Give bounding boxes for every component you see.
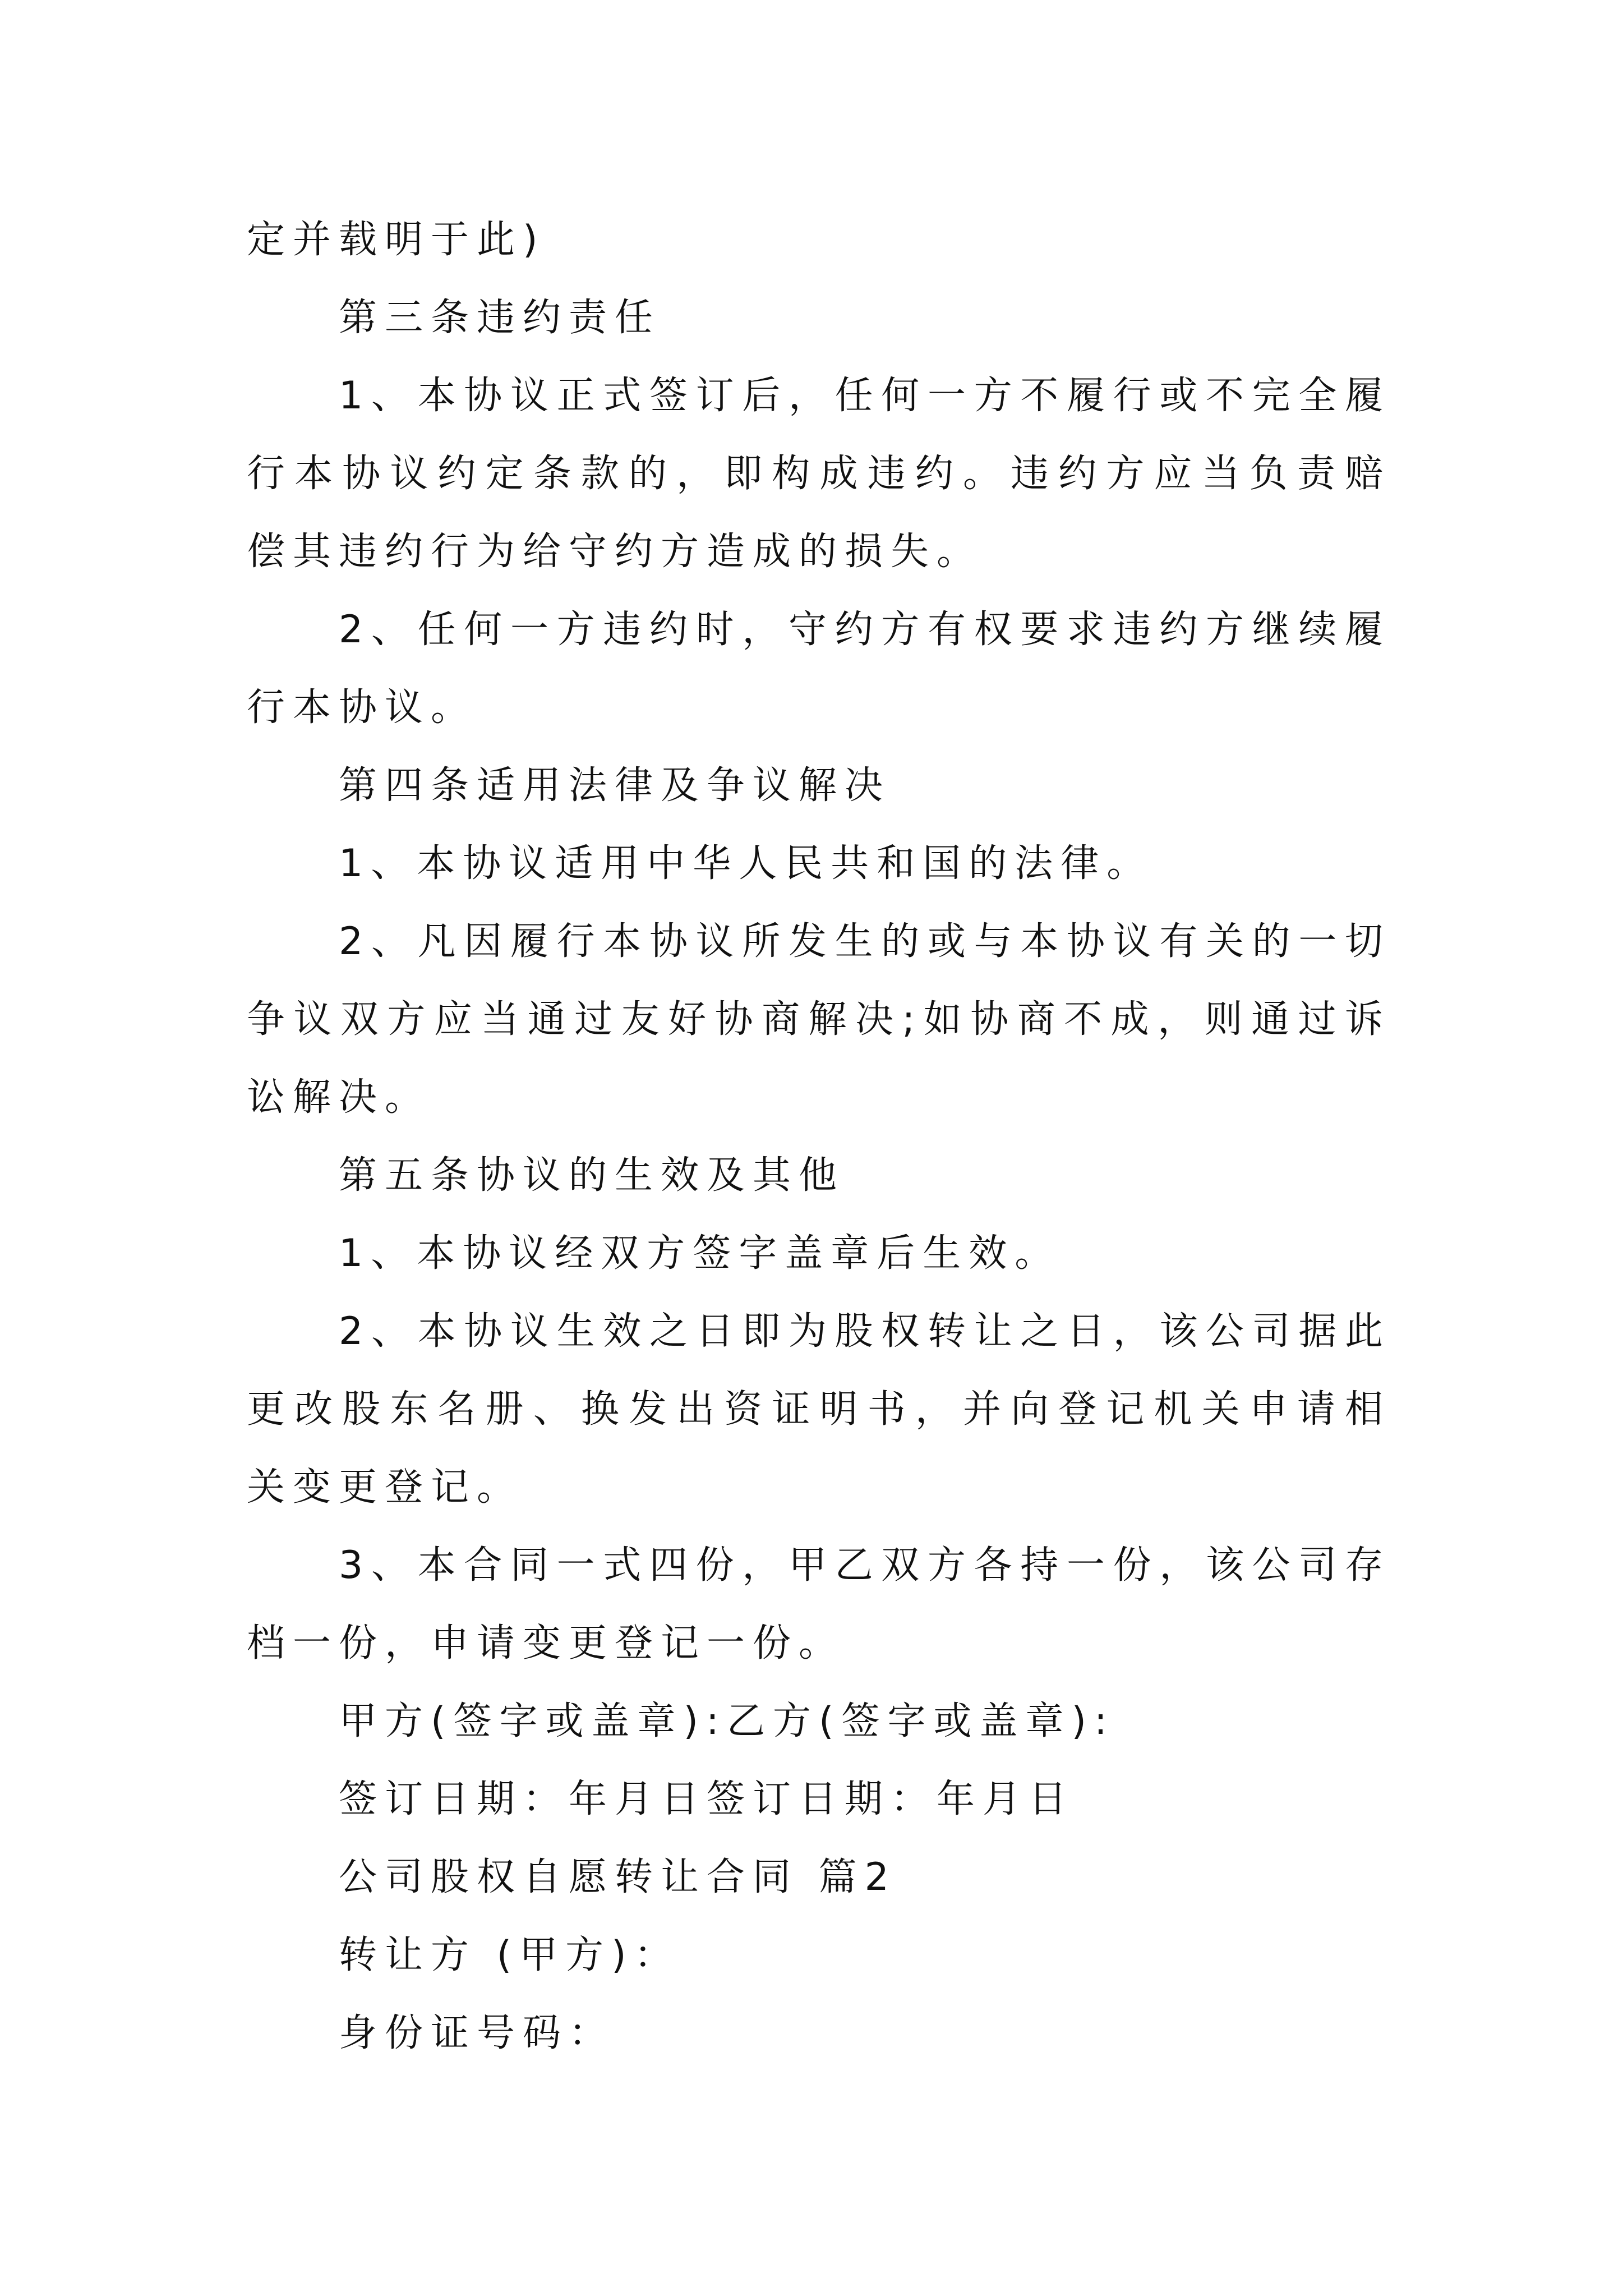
- paragraph: 1、本协议适用中华人民共和国的法律。: [339, 841, 1153, 886]
- section-heading: 第五条协议的生效及其他: [339, 1153, 845, 1198]
- contract-title: 公司股权自愿转让合同 篇2: [339, 1855, 897, 1899]
- party-field: 转让方 (甲方)：: [339, 1933, 680, 1977]
- section-heading: 第三条违约责任: [339, 296, 661, 340]
- paragraph: 1、本协议正式签订后，任何一方不履行或不完全履行本协议约定条款的，即构成违约。违约方应当负责赔偿其违约行为给守约方造成的损失。: [247, 374, 1391, 574]
- id-number-field: 身份证号码：: [339, 2011, 615, 2055]
- document-body: [247, 201, 1391, 2072]
- paragraph: 3、本合同一式四份，甲乙双方各持一份，该公司存档一份，申请变更登记一份。: [247, 1543, 1391, 1665]
- paragraph: 2、任何一方违约时，守约方有权要求违约方继续履行本协议。: [247, 608, 1391, 730]
- paragraph: 1、本协议经双方签字盖章后生效。: [339, 1231, 1061, 1276]
- paragraph: 定并载明于此): [247, 218, 546, 262]
- section-heading: 第四条适用法律及争议解决: [339, 763, 891, 808]
- signature-line: 甲方(签字或盖章):乙方(签字或盖章):: [339, 1699, 1115, 1743]
- paragraph: 2、凡因履行本协议所发生的或与本协议有关的一切争议双方应当通过友好协商解决;如协商不成，则通过诉讼解决。: [247, 919, 1391, 1120]
- paragraph: 2、本协议生效之日即为股权转让之日，该公司据此更改股东名册、换发出资证明书，并向登记机关申请相关变更登记。: [247, 1309, 1391, 1510]
- date-line: 签订日期：年月日签订日期：年月日: [339, 1777, 1075, 1821]
